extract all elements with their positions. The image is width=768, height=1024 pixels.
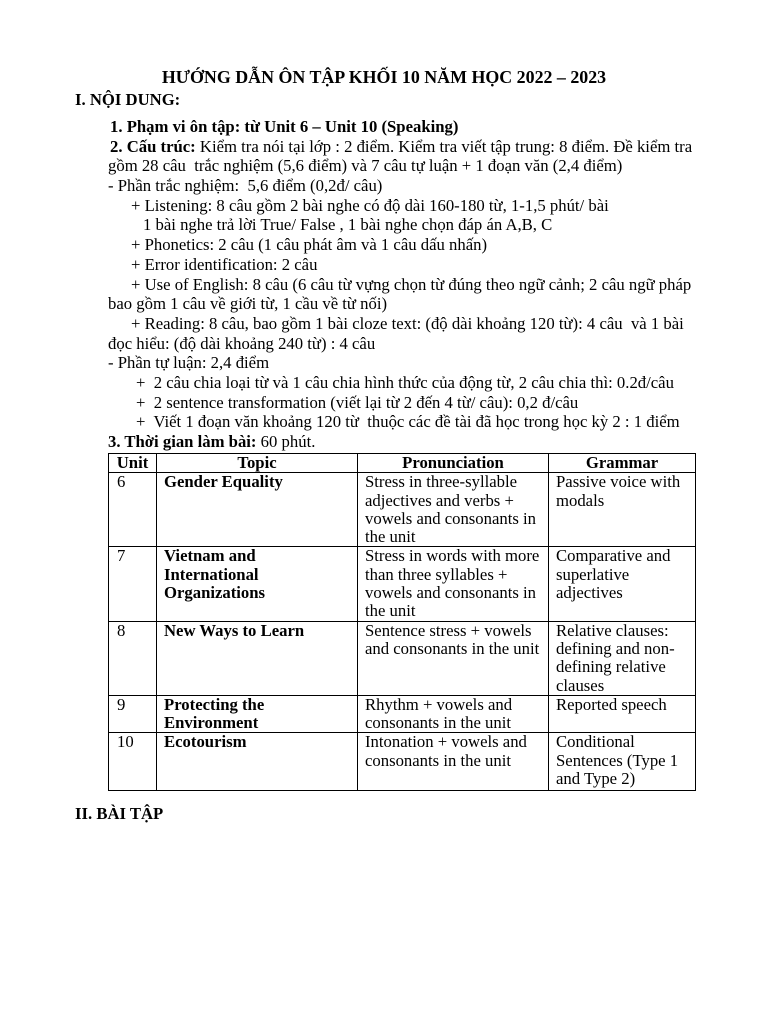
use-of-english-line: bao gồm 1 câu về giới từ, 1 cầu về từ nối) bbox=[108, 294, 388, 314]
reading-line: đọc hiểu: (độ dài khoảng 240 từ) : 4 câu bbox=[108, 333, 376, 353]
written-part-heading: - Phần tự luận: 2,4 điểm bbox=[108, 353, 270, 373]
table-cell-grammar: Relative clauses: defining and non-defining relative clauses bbox=[549, 621, 696, 695]
written-item: + Viết 1 đoạn văn khoảng 120 từ thuộc các đề tài đã học trong học kỳ 2 : 1 điểm bbox=[136, 412, 680, 432]
duration-item bbox=[0, 432, 768, 452]
table-cell-grammar: Reported speech bbox=[549, 695, 696, 733]
written-item: + 2 sentence transformation (viết lại từ 2 đến 4 từ/ câu): 0,2 đ/câu bbox=[136, 392, 579, 412]
table-cell-pronunciation: Rhythm + vowels and consonants in the unit bbox=[358, 695, 549, 733]
table-cell-pronunciation: Sentence stress + vowels and consonants in the unit bbox=[358, 621, 549, 695]
structure-label: 2. Cấu trúc: bbox=[110, 136, 196, 156]
structure-text-line: Kiểm tra nói tại lớp : 2 điểm. Kiểm tra viết tập trung: 8 điểm. Đề kiểm tra bbox=[199, 136, 693, 156]
listening-line: 1 bài nghe trả lời True/ False , 1 bài nghe chọn đáp án A,B, C bbox=[143, 215, 553, 235]
table-cell-grammar: Comparative and superlative adjectives bbox=[549, 547, 696, 621]
listening-line: + Listening: 8 câu gồm 2 bài nghe có độ dài 160-180 từ, 1-1,5 phút/ bài bbox=[131, 195, 609, 215]
error-identification-line: + Error identification: 2 câu bbox=[131, 254, 318, 274]
table-cell-pronunciation: Intonation + vowels and consonants in the unit bbox=[358, 733, 549, 791]
table-header-row bbox=[109, 454, 696, 473]
table-cell-unit: 7 bbox=[109, 547, 157, 621]
document-title: HƯỚNG DẪN ÔN TẬP KHỐI 10 NĂM HỌC 2022 – 2023 bbox=[161, 67, 607, 87]
structure-text-line: gồm 28 câu trắc nghiệm (5,6 điểm) và 7 câu tự luận + 1 đoạn văn (2,4 điểm) bbox=[108, 156, 623, 176]
table-cell-topic: Vietnam and International Organizations bbox=[157, 547, 358, 621]
reading-line: + Reading: 8 câu, bao gồm 1 bài cloze text: (độ dài khoảng 120 từ): 4 câu và 1 bài bbox=[131, 313, 684, 333]
table-cell-grammar: Conditional Sentences (Type 1 and Type 2) bbox=[549, 733, 696, 791]
table-row bbox=[109, 473, 696, 547]
phonetics-line: + Phonetics: 2 câu (1 câu phát âm và 1 câu dấu nhấn) bbox=[131, 235, 488, 255]
table-cell-unit: 9 bbox=[109, 695, 157, 733]
table-row bbox=[109, 733, 696, 791]
table-cell-unit: 6 bbox=[109, 473, 157, 547]
table-cell-pronunciation: Stress in words with more than three syllables + vowels and consonants in the unit bbox=[358, 547, 549, 621]
units-table bbox=[108, 453, 696, 791]
use-of-english-line: + Use of English: 8 câu (6 câu từ vựng chọn từ đúng theo ngữ cảnh; 2 câu ngữ pháp bbox=[131, 274, 692, 294]
structure-item bbox=[0, 137, 768, 157]
table-cell-grammar: Passive voice with modals bbox=[549, 473, 696, 547]
table-cell-unit: 8 bbox=[109, 621, 157, 695]
multiple-choice-heading: - Phần trắc nghiệm: 5,6 điểm (0,2đ/ câu) bbox=[108, 176, 383, 196]
table-row bbox=[109, 695, 696, 733]
table-header-pronunciation: Pronunciation bbox=[358, 454, 549, 473]
duration-value: 60 phút. bbox=[260, 432, 316, 451]
duration-label: 3. Thời gian làm bài: bbox=[108, 432, 257, 451]
content-body bbox=[0, 117, 768, 452]
section-heading-content: I. NỘI DUNG: bbox=[75, 90, 181, 109]
table-cell-unit: 10 bbox=[109, 733, 157, 791]
table-cell-topic: Ecotourism bbox=[157, 733, 358, 791]
table-row bbox=[109, 621, 696, 695]
table-cell-topic: Protecting the Environment bbox=[157, 695, 358, 733]
table-header-topic: Topic bbox=[157, 454, 358, 473]
table-header-unit: Unit bbox=[109, 454, 157, 473]
written-item: + 2 câu chia loại từ và 1 câu chia hình thức của động từ, 2 câu chia thì: 0.2đ/câu bbox=[136, 372, 674, 392]
table-row bbox=[109, 547, 696, 621]
scope-item: 1. Phạm vi ôn tập: từ Unit 6 – Unit 10 (Speaking) bbox=[110, 117, 459, 136]
table-header-grammar: Grammar bbox=[549, 454, 696, 473]
table-cell-pronunciation: Stress in three-syllable adjectives and verbs + vowels and consonants in the unit bbox=[358, 473, 549, 547]
table-cell-topic: Gender Equality bbox=[157, 473, 358, 547]
table-cell-topic: New Ways to Learn bbox=[157, 621, 358, 695]
section-heading-exercises: II. BÀI TẬP bbox=[75, 804, 164, 823]
